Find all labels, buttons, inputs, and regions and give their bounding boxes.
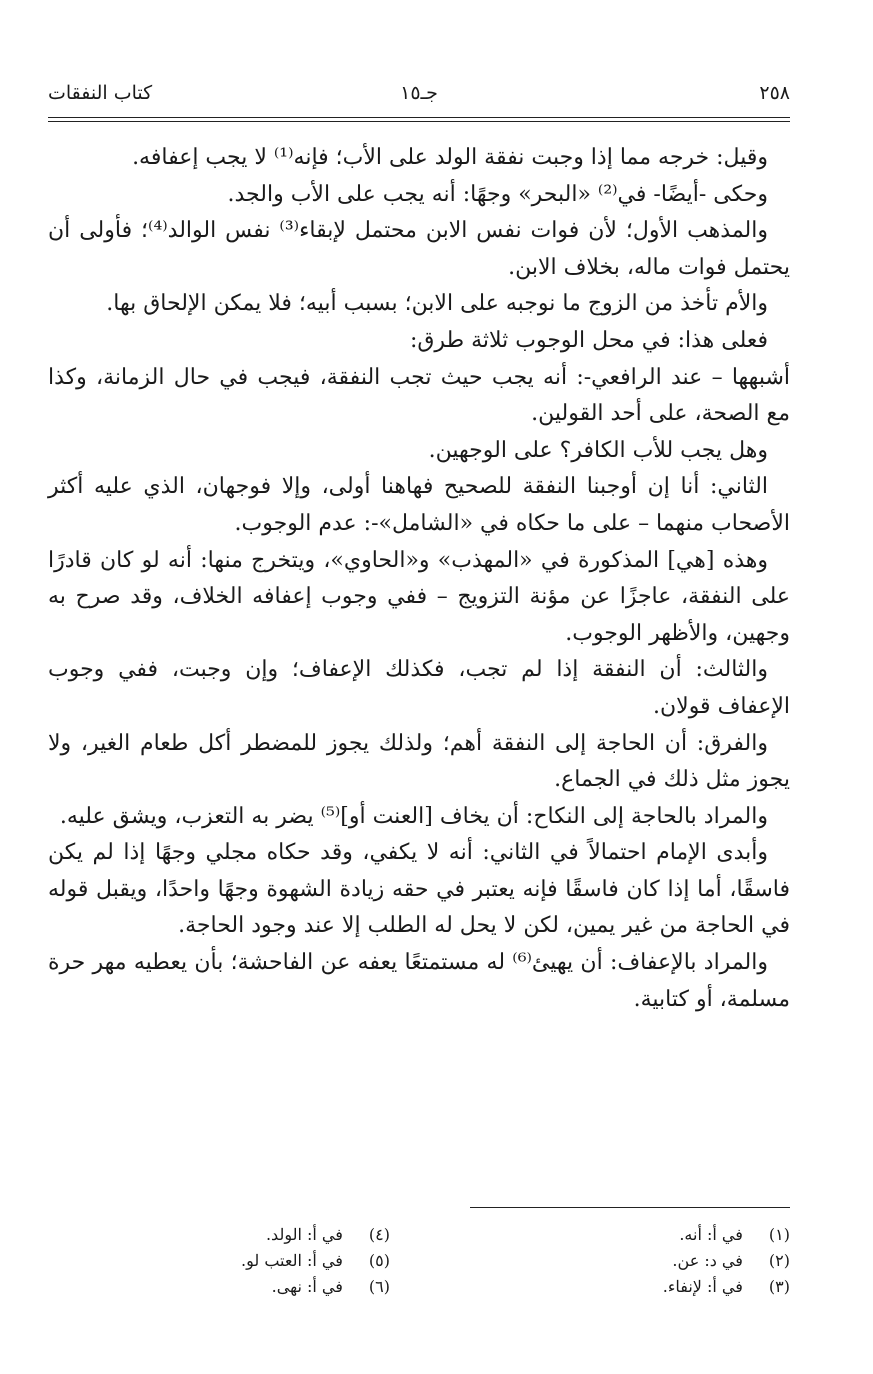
footnote-divider (470, 1207, 790, 1208)
paragraph: وقيل: خرجه مما إذا وجبت نفقة الولد على الأب؛ فإنه⁽¹⁾ لا يجب إعفافه. (132, 145, 768, 170)
volume-label: جـ١٥ (400, 82, 438, 104)
paragraph: وحكى -أيضًا- في⁽²⁾ «البحر» وجهًا: أنه يجب على الأب والجد. (227, 181, 768, 207)
header-divider (48, 117, 790, 118)
footnote-number: (٤) (368, 1225, 390, 1244)
footnote-text: في أ: لإنفاء. (662, 1277, 743, 1296)
footnote-number: (٦) (368, 1277, 390, 1296)
footnote (90, 1222, 390, 1248)
footnote (90, 1274, 390, 1300)
footnote-number: (٥) (368, 1251, 390, 1270)
paragraph: أشبهها – عند الرافعي-: أنه يجب حيث تجب النفقة، فيجب في حال الزمانة، وكذا مع الصحة، على أحد القولين. (48, 364, 791, 427)
footnote-number: (٢) (768, 1251, 790, 1270)
footnote-text: في أ: أنه. (679, 1225, 743, 1244)
paragraph: وهذه [هي] المذكورة في «المهذب» و«الحاوي»، ويتخرج منها: أنه لو كان قادرًا على النفقة، عاجزًا عن مؤنة التزويج – ففي وجوب إعفافه الخلاف، وقد صرح به وجهين، والأظهر الوجوب. (48, 547, 790, 646)
paragraph: وهل يجب للأب الكافر؟ على الوجهين. (428, 437, 768, 463)
paragraph: فعلى هذا: في محل الوجوب ثلاثة طرق: (409, 327, 768, 353)
footnote-text: في أ: الولد. (265, 1225, 343, 1244)
footnote-text: في أ: العتب لو. (241, 1251, 343, 1270)
paragraph: والمراد بالإعفاف: أن يهيئ⁽⁶⁾ له مستمتعًا يعفه عن الفاحشة؛ بأن يعطيه مهر حرة مسلمة، أو كتابية. (48, 950, 790, 1012)
paragraph: الثاني: أنا إن أوجبنا النفقة للصحيح فهاهنا أولى، وإلا فوجهان، الذي عليه أكثر الأصحاب منهما – على ما حكاه في «الشامل»-: عدم الوجوب. (48, 474, 790, 536)
book-title: كتاب النفقات (48, 82, 153, 104)
paragraph: والثالث: أن النفقة إذا لم تجب، فكذلك الإعفاف؛ وإن وجبت، ففي وجوب الإعفاف قولان. (48, 657, 790, 719)
footnote-number: (١) (768, 1225, 790, 1244)
paragraph: والمذهب الأول؛ لأن فوات نفس الابن محتمل لإبقاء⁽³⁾ نفس الوالد⁽⁴⁾؛ فأولى أن يحتمل فوات ماله، بخلاف الابن. (48, 218, 790, 280)
footnote-column-left (90, 1222, 390, 1300)
paragraph: والأم تأخذ من الزوج ما نوجبه على الابن؛ بسبب أبيه؛ فلا يمكن الإلحاق بها. (106, 291, 768, 317)
footnote (490, 1222, 790, 1248)
page-header (48, 82, 790, 112)
paragraph: والمراد بالحاجة إلى النكاح: أن يخاف [العنت أو]⁽⁵⁾ يضر به التعزب، ويشق عليه. (59, 803, 768, 829)
paragraph: وأبدى الإمام احتمالاً في الثاني: أنه لا يكفي، وقد حكاه مجلي وجهًا إذا لم يكن فاسقًا، أما إذا كان فاسقًا فإنه يعتبر في حقه زيادة الشهوة وجهًا واحدًا، ويقبل قوله في الحاجة من غير يمين، لكن لا يحل له الطلب إلا عند وجود الحاجة. (48, 840, 790, 939)
paragraph: والفرق: أن الحاجة إلى النفقة أهم؛ ولذلك يجوز للمضطر أكل طعام الغير، ولا يجوز مثل ذلك في الجماع. (48, 730, 790, 793)
page-number: ٢٥٨ (759, 82, 790, 104)
footnote-column-right (490, 1222, 790, 1300)
footnote-text: في أ: نهى. (271, 1277, 343, 1296)
header-divider-thin (48, 121, 790, 122)
footnote (490, 1248, 790, 1274)
footnote-number: (٣) (768, 1277, 790, 1296)
body-text (48, 140, 790, 1018)
footnotes (48, 1222, 790, 1312)
footnote-text: في د: عن. (672, 1251, 743, 1270)
footnote (90, 1248, 390, 1274)
footnote (490, 1274, 790, 1300)
